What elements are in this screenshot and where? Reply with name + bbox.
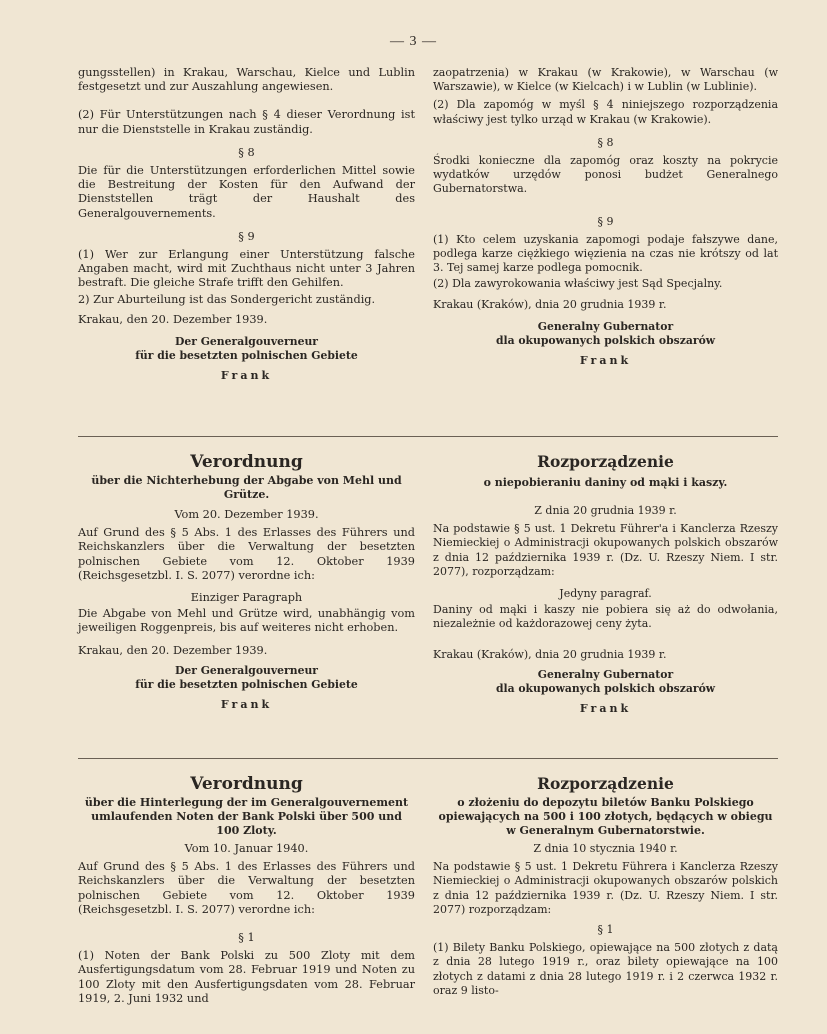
signature-subtitle: für die besetzten polnischen Gebiete: [135, 677, 358, 691]
sole-paragraph-text: Die Abgabe von Mehl und Grütze wird, unabhängig vom jeweiligen Roggenpreis, bis auf weiteres nicht erhoben.: [78, 607, 415, 635]
place-date: Krakau (Kraków), dnia 20 grudnia 1939 r.: [433, 297, 667, 311]
bottom-german-column: [78, 774, 415, 1006]
section-9-heading: § 9: [238, 229, 255, 243]
signer-name: Frank: [220, 369, 273, 383]
signer-name: Frank: [579, 353, 632, 367]
signature-title: Generalny Gubernator: [537, 667, 674, 681]
ordinance-date: Vom 10. Januar 1940.: [184, 842, 309, 855]
preamble: Auf Grund des § 5 Abs. 1 des Erlasses des Führers und Reichskanzlers über die Verwaltung der besetzten polnischen Gebiete vom 12. Oktober 1939 (Reichsgesetzbl. I. S. 2077) verordne ich:: [78, 526, 415, 582]
section-divider: [78, 758, 778, 759]
continuation-text: zaopatrzenia) w Krakau (w Krakowie), w Warschau (w Warszawie), w Kielce (w Kielcach) i w Lublin (w Lublinie).: [433, 66, 778, 94]
middle-german-column: [78, 452, 415, 712]
signature-subtitle: dla okupowanych polskich obszarów: [495, 333, 716, 347]
signature-title: Der Generalgouverneur: [175, 663, 318, 677]
ordinance-date: Vom 20. Dezember 1939.: [174, 508, 319, 521]
ordinance-title: Verordnung: [190, 452, 303, 472]
bottom-polish-column: [433, 774, 778, 998]
middle-polish-column: [433, 452, 778, 716]
section-9-para-2: 2) Zur Aburteilung ist das Sondergericht zuständig.: [78, 292, 376, 306]
signature-subtitle: dla okupowanych polskich obszarów: [495, 681, 716, 695]
paragraph-2: (2) Dla zapomóg w myśl § 4 niniejszego rozporządzenia właściwy jest tylko urząd w Krakau (w Krakowie).: [433, 98, 778, 126]
ordinance-title: Verordnung: [190, 774, 303, 794]
place-date: Krakau, den 20. Dezember 1939.: [78, 312, 268, 326]
preamble: Auf Grund des § 5 Abs. 1 des Erlasses des Führers und Reichskanzlers über die Verwaltung der besetzten polnischen Gebiete vom 12. Oktober 1939 (Reichsgesetzbl. I. S. 2077) verordne ich:: [78, 860, 415, 916]
ordinance-subtitle: über die Hinterlegung der im Generalgouvernement umlaufenden Noten der Bank Polski über 500 und 100 Zloty.: [84, 796, 409, 837]
section-8-text: Die für die Unterstützungen erforderlichen Mittel sowie die Bestreitung der Kosten für den Aufwand der Dienststellen trägt der Haushalt des Generalgouvernements.: [78, 164, 415, 220]
section-8-heading: § 8: [238, 145, 255, 159]
preamble: Na podstawie § 5 ust. 1 Dekretu Führera i Kanclerza Rzeszy Niemieckiej o Administracji okupowanych obszarów polskich z dnia 12 października 1939 r. (Dz. U. Rzeszy Niem. I str. 2077) rozporządzam:: [433, 860, 778, 916]
ordinance-date: Z dnia 20 grudnia 1939 r.: [534, 504, 677, 517]
ordinance-date: Z dnia 10 stycznia 1940 r.: [533, 842, 678, 855]
signature-title: Generalny Gubernator: [537, 319, 674, 333]
sole-paragraph-heading: Einziger Paragraph: [190, 591, 303, 605]
section-1-heading: § 1: [597, 923, 614, 937]
signature-subtitle: für die besetzten polnischen Gebiete: [135, 349, 358, 363]
sole-paragraph-text: Daniny od mąki i kaszy nie pobiera się aż do odwołania, niezależnie od każdorazowej ceny żyta.: [433, 603, 778, 631]
section-1-text: (1) Noten der Bank Polski zu 500 Zloty mit dem Ausfertigungsdatum vom 28. Februar 1919 und Noten zu 100 Zloty mit den Ausfertigungsdaten vom 28. Februar 1919, 2. Juni 1932 und: [78, 949, 415, 1005]
ordinance-title: Rozporządzenie: [537, 452, 674, 471]
signer-name: Frank: [579, 701, 632, 715]
section-9-para-2: (2) Dla zawyrokowania właściwy jest Sąd Specjalny.: [433, 277, 723, 291]
top-polish-column: [433, 66, 778, 368]
place-date: Krakau, den 20. Dezember 1939.: [78, 643, 268, 657]
ordinance-title: Rozporządzenie: [537, 774, 674, 793]
continuation-text: gungsstellen) in Krakau, Warschau, Kielce und Lublin festgesetzt und zur Auszahlung angewiesen.: [78, 66, 415, 94]
place-date: Krakau (Kraków), dnia 20 grudnia 1939 r.: [433, 647, 667, 661]
ordinance-subtitle: o niepobieraniu daniny od mąki i kaszy.: [483, 476, 728, 489]
section-divider: [78, 436, 778, 437]
section-1-text: (1) Bilety Banku Polskiego, opiewające na 500 złotych z datą z dnia 28 lutego 1919 r., oraz bilety opiewające na 100 złotych z datami z dnia 28 lutego 1919 r. i 2 czerwca 1932 r. oraz 9 listo-: [433, 941, 778, 997]
top-german-column: [78, 66, 415, 383]
section-9-para-1: (1) Kto celem uzyskania zapomogi podaje fałszywe dane, podlega karze ciężkiego więzienia na czas nie krótszy od lat 3. Tej samej karze podlega pomocnik.: [433, 232, 778, 275]
page-number: — 3 —: [390, 34, 437, 49]
sole-paragraph-heading: Jedyny paragraf.: [559, 587, 652, 601]
section-9-para-1: (1) Wer zur Erlangung einer Unterstützung falsche Angaben macht, wird mit Zuchthaus nicht unter 3 Jahren bestraft. Die gleiche Strafe trifft den Gehilfen.: [78, 248, 415, 290]
preamble: Na podstawie § 5 ust. 1 Dekretu Führer'a i Kanclerza Rzeszy Niemieckiej o Administracji okupowanych polskich obszarów z dnia 12 października 1939 r. (Dz. U. Rzeszy Niem. I str. 2077), rozporządzam:: [433, 522, 778, 578]
paragraph-2: (2) Für Unterstützungen nach § 4 dieser Verordnung ist nur die Dienststelle in Krakau zuständig.: [78, 108, 415, 136]
ordinance-subtitle: über die Nichterhebung der Abgabe von Mehl und Grütze.: [91, 474, 402, 501]
signature-title: Der Generalgouverneur: [175, 335, 318, 349]
section-8-text: Środki konieczne dla zapomóg oraz koszty na pokrycie wydatków urzędów ponosi budżet Generalnego Gubernatorstwa.: [433, 154, 778, 196]
signer-name: Frank: [220, 697, 273, 711]
ordinance-subtitle: o złożeniu do depozytu biletów Banku Polskiego opiewających na 500 i 100 złotych, będących w obiegu w Generalnym Gubernatorstwie.: [438, 796, 773, 837]
section-1-heading: § 1: [238, 931, 255, 945]
section-9-heading: § 9: [597, 214, 614, 228]
section-8-heading: § 8: [597, 135, 614, 149]
